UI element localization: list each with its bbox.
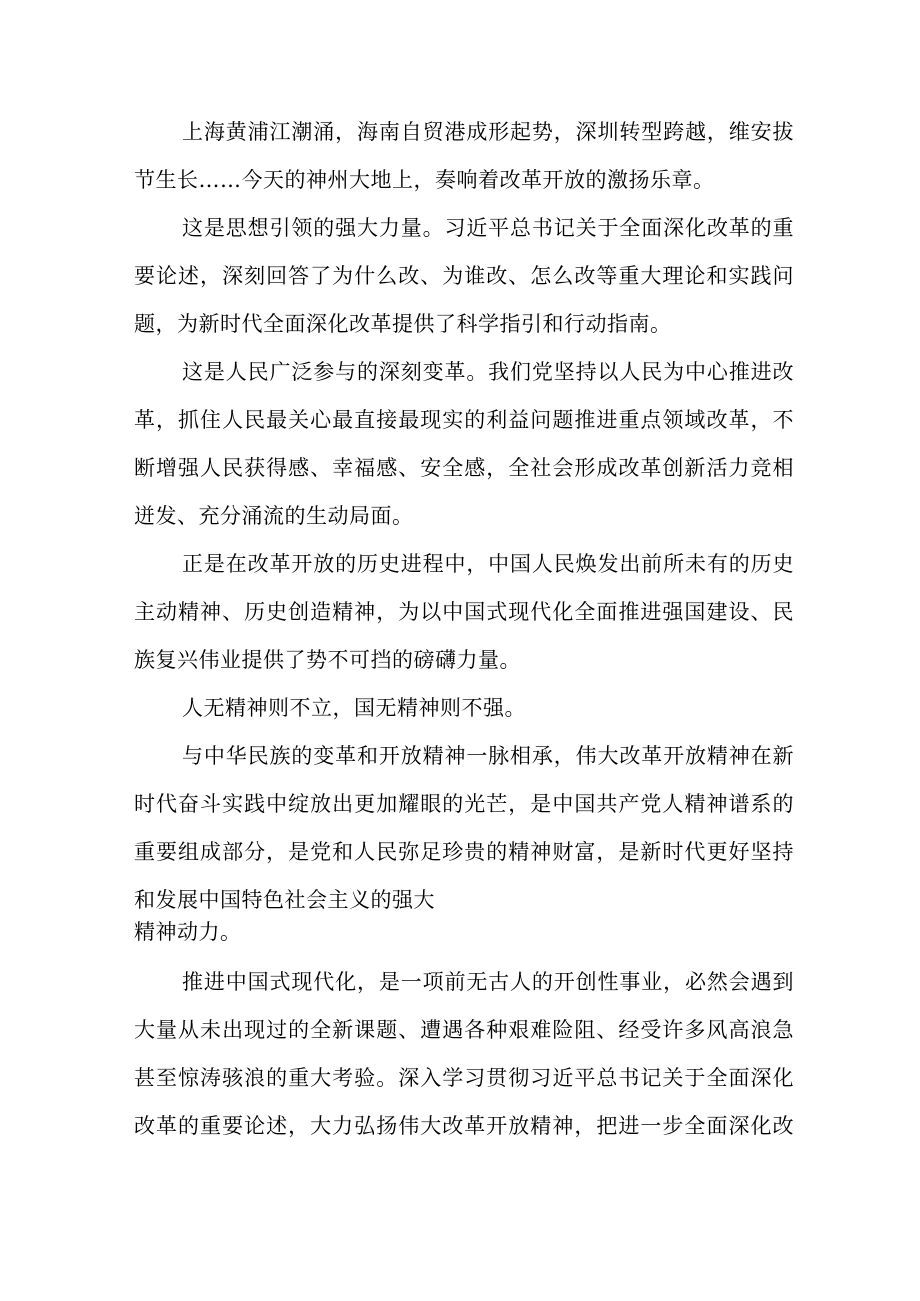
text-line: 重要组成部分，是党和人民弥足珍贵的精神财富，是新时代更好坚持	[134, 840, 794, 864]
text-line: 这是思想引领的强大力量。习近平总书记关于全面深化改革的重	[182, 216, 794, 240]
text-line: 和发展中国特色社会主义的强大	[134, 888, 435, 912]
text-line: 迸发、充分涌流的生动局面。	[134, 504, 414, 528]
text-line: 时代奋斗实践中绽放出更加耀眼的光芒，是中国共产党人精神谱系的	[134, 792, 794, 816]
text-line: 上海黄浦江潮涌，海南自贸港成形起势，深圳转型跨越，维安拔	[182, 120, 794, 144]
text-line: 推进中国式现代化，是一项前无古人的开创性事业，必然会遇到	[182, 970, 794, 994]
text-line: 甚至惊涛骇浪的重大考验。深入学习贯彻习近平总书记关于全面深化	[134, 1066, 794, 1090]
text-line: 要论述，深刻回答了为什么改、为谁改、怎么改等重大理论和实践问	[134, 264, 794, 288]
text-line: 大量从未出现过的全新课题、遭遇各种艰难险阻、经受许多风高浪急	[134, 1018, 794, 1042]
text-line: 主动精神、历史创造精神，为以中国式现代化全面推进强国建设、民	[134, 600, 794, 624]
text-line: 革，抓住人民最关心最直接最现实的利益问题推进重点领域改革，不	[134, 408, 794, 432]
text-line: 节生长……今天的神州大地上，奏响着改革开放的激扬乐章。	[134, 168, 715, 192]
text-line: 改革的重要论述，大力弘扬伟大改革开放精神，把进一步全面深化改	[134, 1114, 794, 1138]
text-line: 精神动力。	[134, 920, 242, 944]
text-line: 断增强人民获得感、幸福感、安全感，全社会形成改革创新活力竞相	[134, 456, 794, 480]
text-line: 族复兴伟业提供了势不可挡的磅礴力量。	[134, 648, 521, 672]
text-line: 题，为新时代全面深化改革提供了科学指引和行动指南。	[134, 312, 672, 336]
text-line: 与中华民族的变革和开放精神一脉相承，伟大改革开放精神在新	[182, 744, 794, 768]
text-line: 这是人民广泛参与的深刻变革。我们党坚持以人民为中心推进改	[182, 360, 794, 384]
text-line: 正是在改革开放的历史进程中，中国人民焕发出前所未有的历史	[182, 552, 794, 576]
text-line: 人无精神则不立，国无精神则不强。	[182, 696, 526, 720]
